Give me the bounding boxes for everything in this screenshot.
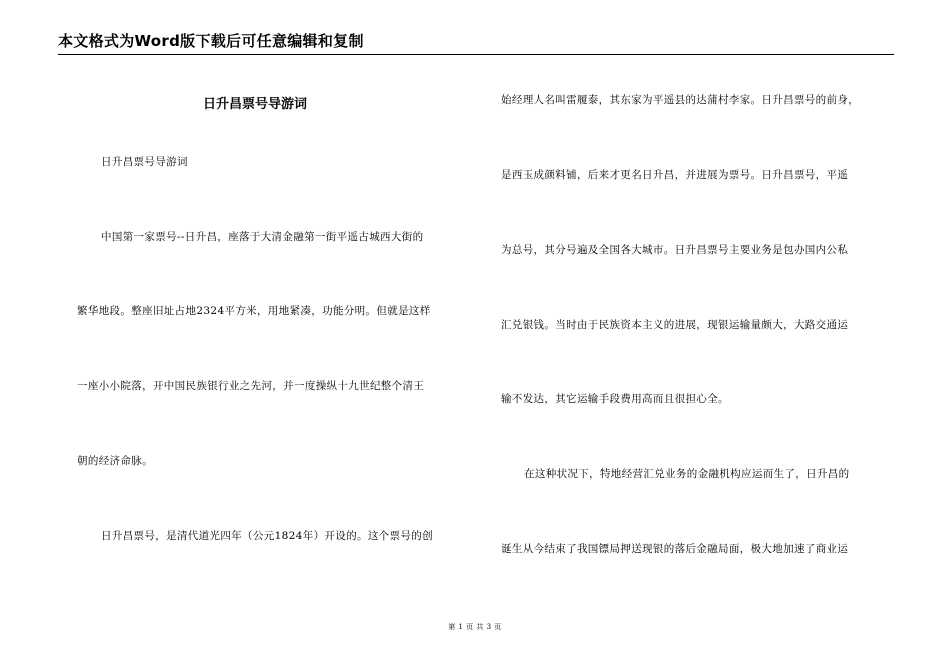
paragraph-line: 繁华地段。整座旧址占地2324平方米，用地紧凑，功能分明。但就是这样	[77, 305, 431, 317]
paragraph-line: 日升昌票号导游词	[101, 156, 188, 168]
paragraph-line: 输不发达，其它运输手段费用高而且很担心全。	[501, 393, 729, 405]
paragraph-line: 中国第一家票号--日升昌，座落于大清金融第一街平遥古城西大街的	[101, 231, 424, 243]
paragraph-line: 一座小小院落，开中国民族银行业之先河，并一度操纵十九世纪整个清王	[77, 380, 425, 392]
paragraph-line: 是西玉成颜料铺，后来才更名日升昌，并进展为票号。日升昌票号，平遥	[501, 169, 849, 181]
paragraph-line: 诞生从今结束了我国镖局押送现银的落后金融局面，极大地加速了商业运	[501, 543, 849, 555]
paragraph-line: 始经理人名叫雷履泰，其东家为平遥县的达蒲村李家。日升昌票号的前身，	[501, 94, 860, 106]
paragraph-line: 日升昌票号，是清代道光四年（公元1824年）开设的。这个票号的创	[101, 530, 433, 542]
banner-divider	[58, 54, 894, 55]
paragraph-line: 为总号，其分号遍及全国各大城市。日升昌票号主要业务是包办国内公私	[501, 244, 849, 256]
paragraph-line: 在这种状况下，特地经营汇兑业务的金融机构应运而生了，日升昌的	[524, 468, 850, 480]
document-title: 日升昌票号导游词	[203, 97, 308, 112]
page-number-footer: 第 1 页 共 3 页	[448, 623, 502, 631]
document-banner: 本文格式为Word版下载后可任意编辑和复制	[58, 32, 364, 50]
paragraph-line: 汇兑银钱。当时由于民族资本主义的进展，现银运输量颇大，大路交通运	[501, 319, 849, 331]
paragraph-line: 朝的经济命脉。	[77, 455, 153, 467]
